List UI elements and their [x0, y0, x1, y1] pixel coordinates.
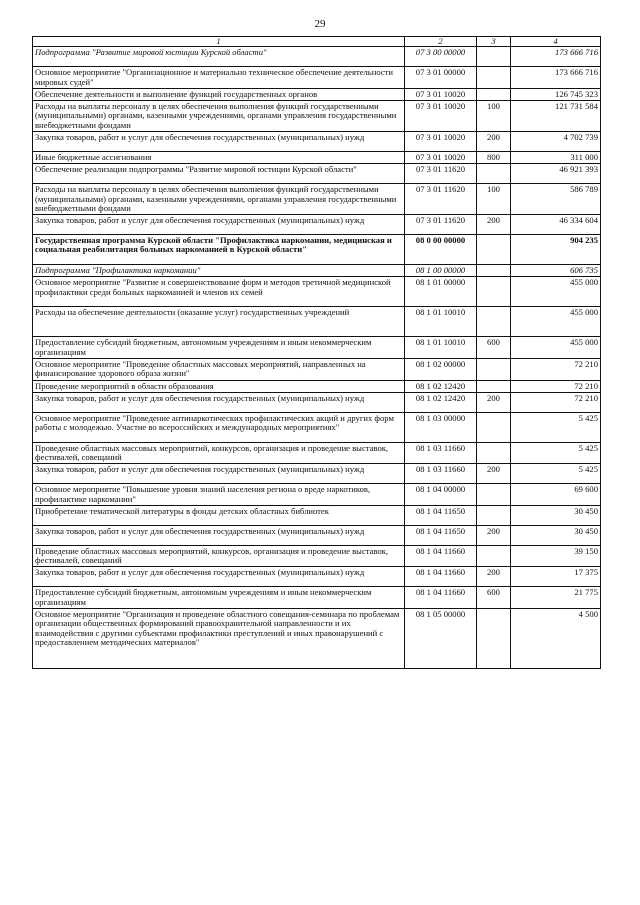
- table-row: [33, 215, 601, 235]
- row-amount-cell: 46 921 393: [511, 164, 601, 184]
- row-name-cell: Основное мероприятие "Повышение уровня знаний населения региона о вреде наркотиков, профилактике наркомании": [33, 484, 405, 506]
- row-expense-type-cell: 200: [477, 464, 511, 484]
- row-expense-type-cell: [477, 307, 511, 337]
- row-code-cell: 07 3 01 00000: [405, 67, 477, 89]
- table-row: [33, 567, 601, 587]
- row-amount-cell: 69 600: [511, 484, 601, 506]
- row-code-cell: 08 1 04 11660: [405, 587, 477, 609]
- row-code-cell: 08 1 04 11650: [405, 505, 477, 525]
- row-code-cell: 08 1 04 11660: [405, 545, 477, 567]
- row-amount-cell: 72 210: [511, 392, 601, 412]
- row-expense-type-cell: 200: [477, 215, 511, 235]
- row-expense-type-cell: 600: [477, 337, 511, 359]
- row-amount-cell: 4 500: [511, 609, 601, 669]
- row-name-cell: Государственная программа Курской области "Профилактика наркомании, медицинская и социальная реабилитация больных наркоманией в Курской области": [33, 235, 405, 265]
- row-code-cell: 08 1 05 00000: [405, 609, 477, 669]
- row-code-cell: 08 1 04 11660: [405, 567, 477, 587]
- row-name-cell: Закупка товаров, работ и услуг для обеспечения государственных (муниципальных) нужд: [33, 464, 405, 484]
- row-amount-cell: 72 210: [511, 380, 601, 392]
- row-amount-cell: 72 210: [511, 358, 601, 380]
- row-expense-type-cell: [477, 412, 511, 442]
- row-name-cell: Закупка товаров, работ и услуг для обеспечения государственных (муниципальных) нужд: [33, 567, 405, 587]
- row-name-cell: Основное мероприятие "Организационное и материально техническое обеспечение деятельности мировых судей": [33, 67, 405, 89]
- row-amount-cell: 173 666 716: [511, 47, 601, 67]
- row-code-cell: 08 1 01 00000: [405, 277, 477, 307]
- column-header-vr: 3: [477, 37, 511, 47]
- row-expense-type-cell: 200: [477, 567, 511, 587]
- row-expense-type-cell: 200: [477, 392, 511, 412]
- table-row: [33, 337, 601, 359]
- row-amount-cell: 4 702 739: [511, 131, 601, 151]
- table-row: [33, 67, 601, 89]
- table-header-row: [33, 37, 601, 47]
- row-expense-type-cell: [477, 47, 511, 67]
- table-row: [33, 464, 601, 484]
- row-name-cell: Основное мероприятие "Проведение областных массовых мероприятий, направленных на финансирование здорового образа жизни": [33, 358, 405, 380]
- table-row: [33, 484, 601, 506]
- row-name-cell: Обеспечение реализации подпрограммы "Развитие мировой юстиции Курской области": [33, 164, 405, 184]
- row-amount-cell: 311 000: [511, 151, 601, 163]
- row-name-cell: Приобретение тематической литературы в фонды детских областных библиотек: [33, 505, 405, 525]
- row-code-cell: 08 1 01 10010: [405, 337, 477, 359]
- row-name-cell: Основное мероприятие "Развитие и совершенствование форм и методов третичной медицинской профилактики среди больных наркоманией и членов их семей: [33, 277, 405, 307]
- row-name-cell: Закупка товаров, работ и услуг для обеспечения государственных (муниципальных) нужд: [33, 525, 405, 545]
- row-expense-type-cell: 100: [477, 101, 511, 132]
- row-name-cell: Основное мероприятие "Организация и проведение областного совещания-семинара по проблемам организации общественных формирований правоохранительной направленности и их взаимодействия с другими субъектами профилактики преступлений и иных правонарушений с предоставлением методических материалов": [33, 609, 405, 669]
- table-row: [33, 587, 601, 609]
- row-amount-cell: 121 731 584: [511, 101, 601, 132]
- row-code-cell: 08 1 03 00000: [405, 412, 477, 442]
- row-expense-type-cell: 200: [477, 131, 511, 151]
- table-row: [33, 442, 601, 464]
- table-row: [33, 307, 601, 337]
- table-row: [33, 358, 601, 380]
- table-row: [33, 184, 601, 215]
- row-code-cell: 08 1 03 11660: [405, 464, 477, 484]
- table-row: [33, 609, 601, 669]
- table-row: [33, 131, 601, 151]
- row-name-cell: Подпрограмма "Профилактика наркомании": [33, 265, 405, 277]
- row-amount-cell: 5 425: [511, 464, 601, 484]
- row-amount-cell: 17 375: [511, 567, 601, 587]
- column-header-sum: 4: [511, 37, 601, 47]
- row-amount-cell: 606 735: [511, 265, 601, 277]
- row-name-cell: Иные бюджетные ассигнования: [33, 151, 405, 163]
- row-amount-cell: 586 789: [511, 184, 601, 215]
- row-name-cell: Расходы на выплаты персоналу в целях обеспечения выполнения функций государственными (муниципальными) органами, казенными учреждениями, органами управления государственными внебюджетными фондами: [33, 184, 405, 215]
- row-name-cell: Расходы на выплаты персоналу в целях обеспечения выполнения функций государственными (муниципальными) органами, казенными учреждениями, органами управления государственными внебюджетными фондами: [33, 101, 405, 132]
- budget-table: [32, 36, 601, 669]
- row-name-cell: Закупка товаров, работ и услуг для обеспечения государственных (муниципальных) нужд: [33, 392, 405, 412]
- row-amount-cell: 904 235: [511, 235, 601, 265]
- table-body: [33, 47, 601, 669]
- row-expense-type-cell: 800: [477, 151, 511, 163]
- table-row: [33, 412, 601, 442]
- row-expense-type-cell: [477, 277, 511, 307]
- row-amount-cell: 5 425: [511, 412, 601, 442]
- row-name-cell: Предоставление субсидий бюджетным, автономным учреждениям и иным некоммерческим организациям: [33, 587, 405, 609]
- row-expense-type-cell: [477, 235, 511, 265]
- row-amount-cell: 5 425: [511, 442, 601, 464]
- row-expense-type-cell: 600: [477, 587, 511, 609]
- row-name-cell: Проведение мероприятий в области образования: [33, 380, 405, 392]
- row-amount-cell: 173 666 716: [511, 67, 601, 89]
- row-expense-type-cell: [477, 545, 511, 567]
- row-expense-type-cell: [477, 164, 511, 184]
- row-code-cell: 08 0 00 00000: [405, 235, 477, 265]
- row-name-cell: Основное мероприятие "Проведение антинаркотических профилактических акций и других форм работы с молодежью. Участие во всероссийских и международных мероприятиях": [33, 412, 405, 442]
- table-row: [33, 47, 601, 67]
- row-code-cell: 08 1 01 10010: [405, 307, 477, 337]
- table-row: [33, 545, 601, 567]
- row-code-cell: 08 1 02 12420: [405, 392, 477, 412]
- row-code-cell: 07 3 01 10020: [405, 131, 477, 151]
- table-row: [33, 101, 601, 132]
- row-expense-type-cell: [477, 442, 511, 464]
- row-code-cell: 08 1 02 12420: [405, 380, 477, 392]
- row-code-cell: 07 3 01 11620: [405, 184, 477, 215]
- row-amount-cell: 46 334 604: [511, 215, 601, 235]
- row-code-cell: 07 3 01 10020: [405, 88, 477, 100]
- row-code-cell: 08 1 02 00000: [405, 358, 477, 380]
- table-row: [33, 525, 601, 545]
- row-name-cell: Расходы на обеспечение деятельности (оказание услуг) государственных учреждений: [33, 307, 405, 337]
- row-code-cell: 08 1 04 00000: [405, 484, 477, 506]
- row-expense-type-cell: 100: [477, 184, 511, 215]
- row-code-cell: 07 3 01 10020: [405, 151, 477, 163]
- table-row: [33, 164, 601, 184]
- row-code-cell: 08 1 03 11660: [405, 442, 477, 464]
- row-expense-type-cell: [477, 380, 511, 392]
- column-header-code: 2: [405, 37, 477, 47]
- row-amount-cell: 455 000: [511, 307, 601, 337]
- row-expense-type-cell: [477, 265, 511, 277]
- table-row: [33, 151, 601, 163]
- row-code-cell: 07 3 00 00000: [405, 47, 477, 67]
- row-expense-type-cell: [477, 484, 511, 506]
- row-name-cell: Проведение областных массовых мероприятий, конкурсов, организация и проведение выставок, фестивалей, совещаний: [33, 442, 405, 464]
- row-expense-type-cell: [477, 67, 511, 89]
- row-amount-cell: 455 000: [511, 337, 601, 359]
- table-row: [33, 88, 601, 100]
- column-header-name: 1: [33, 37, 405, 47]
- row-name-cell: Проведение областных массовых мероприятий, конкурсов, организация и проведение выставок, фестивалей, совещаний: [33, 545, 405, 567]
- table-row: [33, 380, 601, 392]
- table-row: [33, 277, 601, 307]
- row-name-cell: Предоставление субсидий бюджетным, автономным учреждениям и иным некоммерческим организациям: [33, 337, 405, 359]
- row-name-cell: Обеспечение деятельности и выполнение функций государственных органов: [33, 88, 405, 100]
- row-code-cell: 07 3 01 11620: [405, 215, 477, 235]
- row-expense-type-cell: [477, 358, 511, 380]
- row-name-cell: Подпрограмма "Развитие мировой юстиции Курской области": [33, 47, 405, 67]
- row-amount-cell: 126 745 323: [511, 88, 601, 100]
- row-amount-cell: 30 450: [511, 505, 601, 525]
- row-name-cell: Закупка товаров, работ и услуг для обеспечения государственных (муниципальных) нужд: [33, 131, 405, 151]
- row-amount-cell: 30 450: [511, 525, 601, 545]
- row-name-cell: Закупка товаров, работ и услуг для обеспечения государственных (муниципальных) нужд: [33, 215, 405, 235]
- row-code-cell: 08 1 00 00000: [405, 265, 477, 277]
- row-expense-type-cell: [477, 609, 511, 669]
- row-expense-type-cell: [477, 88, 511, 100]
- row-expense-type-cell: [477, 505, 511, 525]
- row-code-cell: 07 3 01 11620: [405, 164, 477, 184]
- table-row: [33, 392, 601, 412]
- row-amount-cell: 455 000: [511, 277, 601, 307]
- row-amount-cell: 21 775: [511, 587, 601, 609]
- row-expense-type-cell: 200: [477, 525, 511, 545]
- table-row: [33, 265, 601, 277]
- row-code-cell: 07 3 01 10020: [405, 101, 477, 132]
- page-number: 29: [314, 18, 326, 30]
- row-amount-cell: 39 150: [511, 545, 601, 567]
- row-code-cell: 08 1 04 11650: [405, 525, 477, 545]
- table-row: [33, 505, 601, 525]
- table-row: [33, 235, 601, 265]
